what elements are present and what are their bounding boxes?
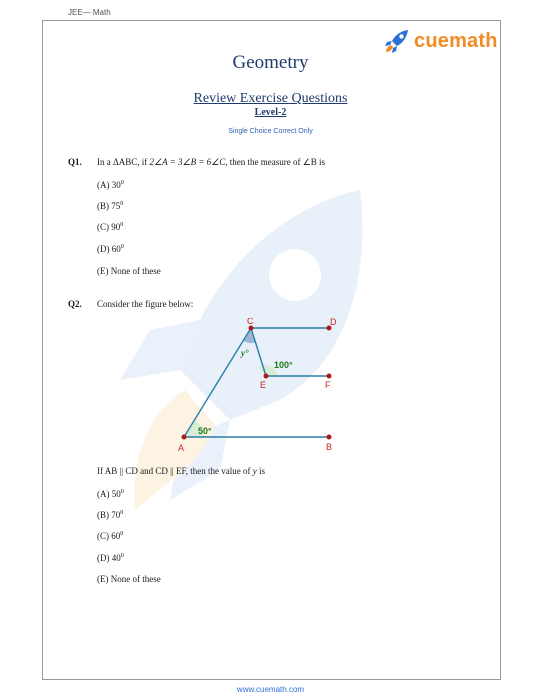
q2-option-e: (E) None of these xyxy=(97,574,161,584)
label-e: E xyxy=(260,380,267,390)
q2-condition-post: is xyxy=(256,466,265,476)
q1-text-pre: In a ΔABC, if xyxy=(97,157,150,167)
label-a: A xyxy=(178,443,185,453)
point-f xyxy=(327,374,332,379)
geometry-figure xyxy=(175,318,355,458)
angle-50-label: 50° xyxy=(198,426,212,436)
q1-text xyxy=(97,157,325,168)
label-f: F xyxy=(325,380,331,390)
angle-y-label: y° xyxy=(241,348,249,358)
q2-option-b: (B) $70^0$ xyxy=(97,510,124,520)
q1-option-a: (A) $30^0$ xyxy=(97,180,124,190)
q2-option-d: (D) $40^0$ xyxy=(97,553,124,563)
q1-option-e: (E) None of these xyxy=(97,266,161,276)
instruction-note: Single Choice Correct Only xyxy=(228,128,313,135)
point-a xyxy=(182,435,187,440)
q1-text-post: , then the measure of ∠B is xyxy=(225,157,326,167)
header-label: JEE— Math xyxy=(68,8,111,17)
line-ce xyxy=(251,328,266,376)
label-d: D xyxy=(330,318,337,327)
q2-text: Consider the figure below: xyxy=(97,299,194,309)
section-subtitle: Review Exercise Questions xyxy=(193,91,348,106)
label-b: B xyxy=(326,442,333,452)
point-e xyxy=(264,374,269,379)
q2-condition-var: y xyxy=(252,466,257,476)
q2-condition-pre: If AB || CD and CD || EF, then the value of xyxy=(97,466,253,476)
q1-number: Q1. xyxy=(68,157,82,167)
rocket-logo-icon xyxy=(384,28,410,54)
point-c xyxy=(249,326,254,331)
cuemath-logo xyxy=(384,28,498,54)
angle-100-label: 100° xyxy=(274,360,293,370)
level-label: Level-2 xyxy=(254,107,287,118)
q2-option-a: (A) $50^0$ xyxy=(97,489,124,499)
logo-text: cuemath xyxy=(414,29,498,52)
page-title: Geometry xyxy=(232,52,309,73)
line-ac xyxy=(184,328,251,437)
q2-condition xyxy=(97,466,265,476)
q1-option-d: (D) $60^0$ xyxy=(97,244,124,254)
point-b xyxy=(327,435,332,440)
q2-option-c: (C) $60^0$ xyxy=(97,531,124,541)
q2-number: Q2. xyxy=(68,299,82,309)
q1-option-b: (B) $75^0$ xyxy=(97,201,124,211)
q1-option-c: (C) $90^0$ xyxy=(97,222,124,232)
label-c: C xyxy=(247,318,254,326)
footer-url[interactable]: www.cuemath.com xyxy=(236,685,305,694)
q1-text-math: 2∠A = 3∠B = 6∠C xyxy=(149,157,226,167)
